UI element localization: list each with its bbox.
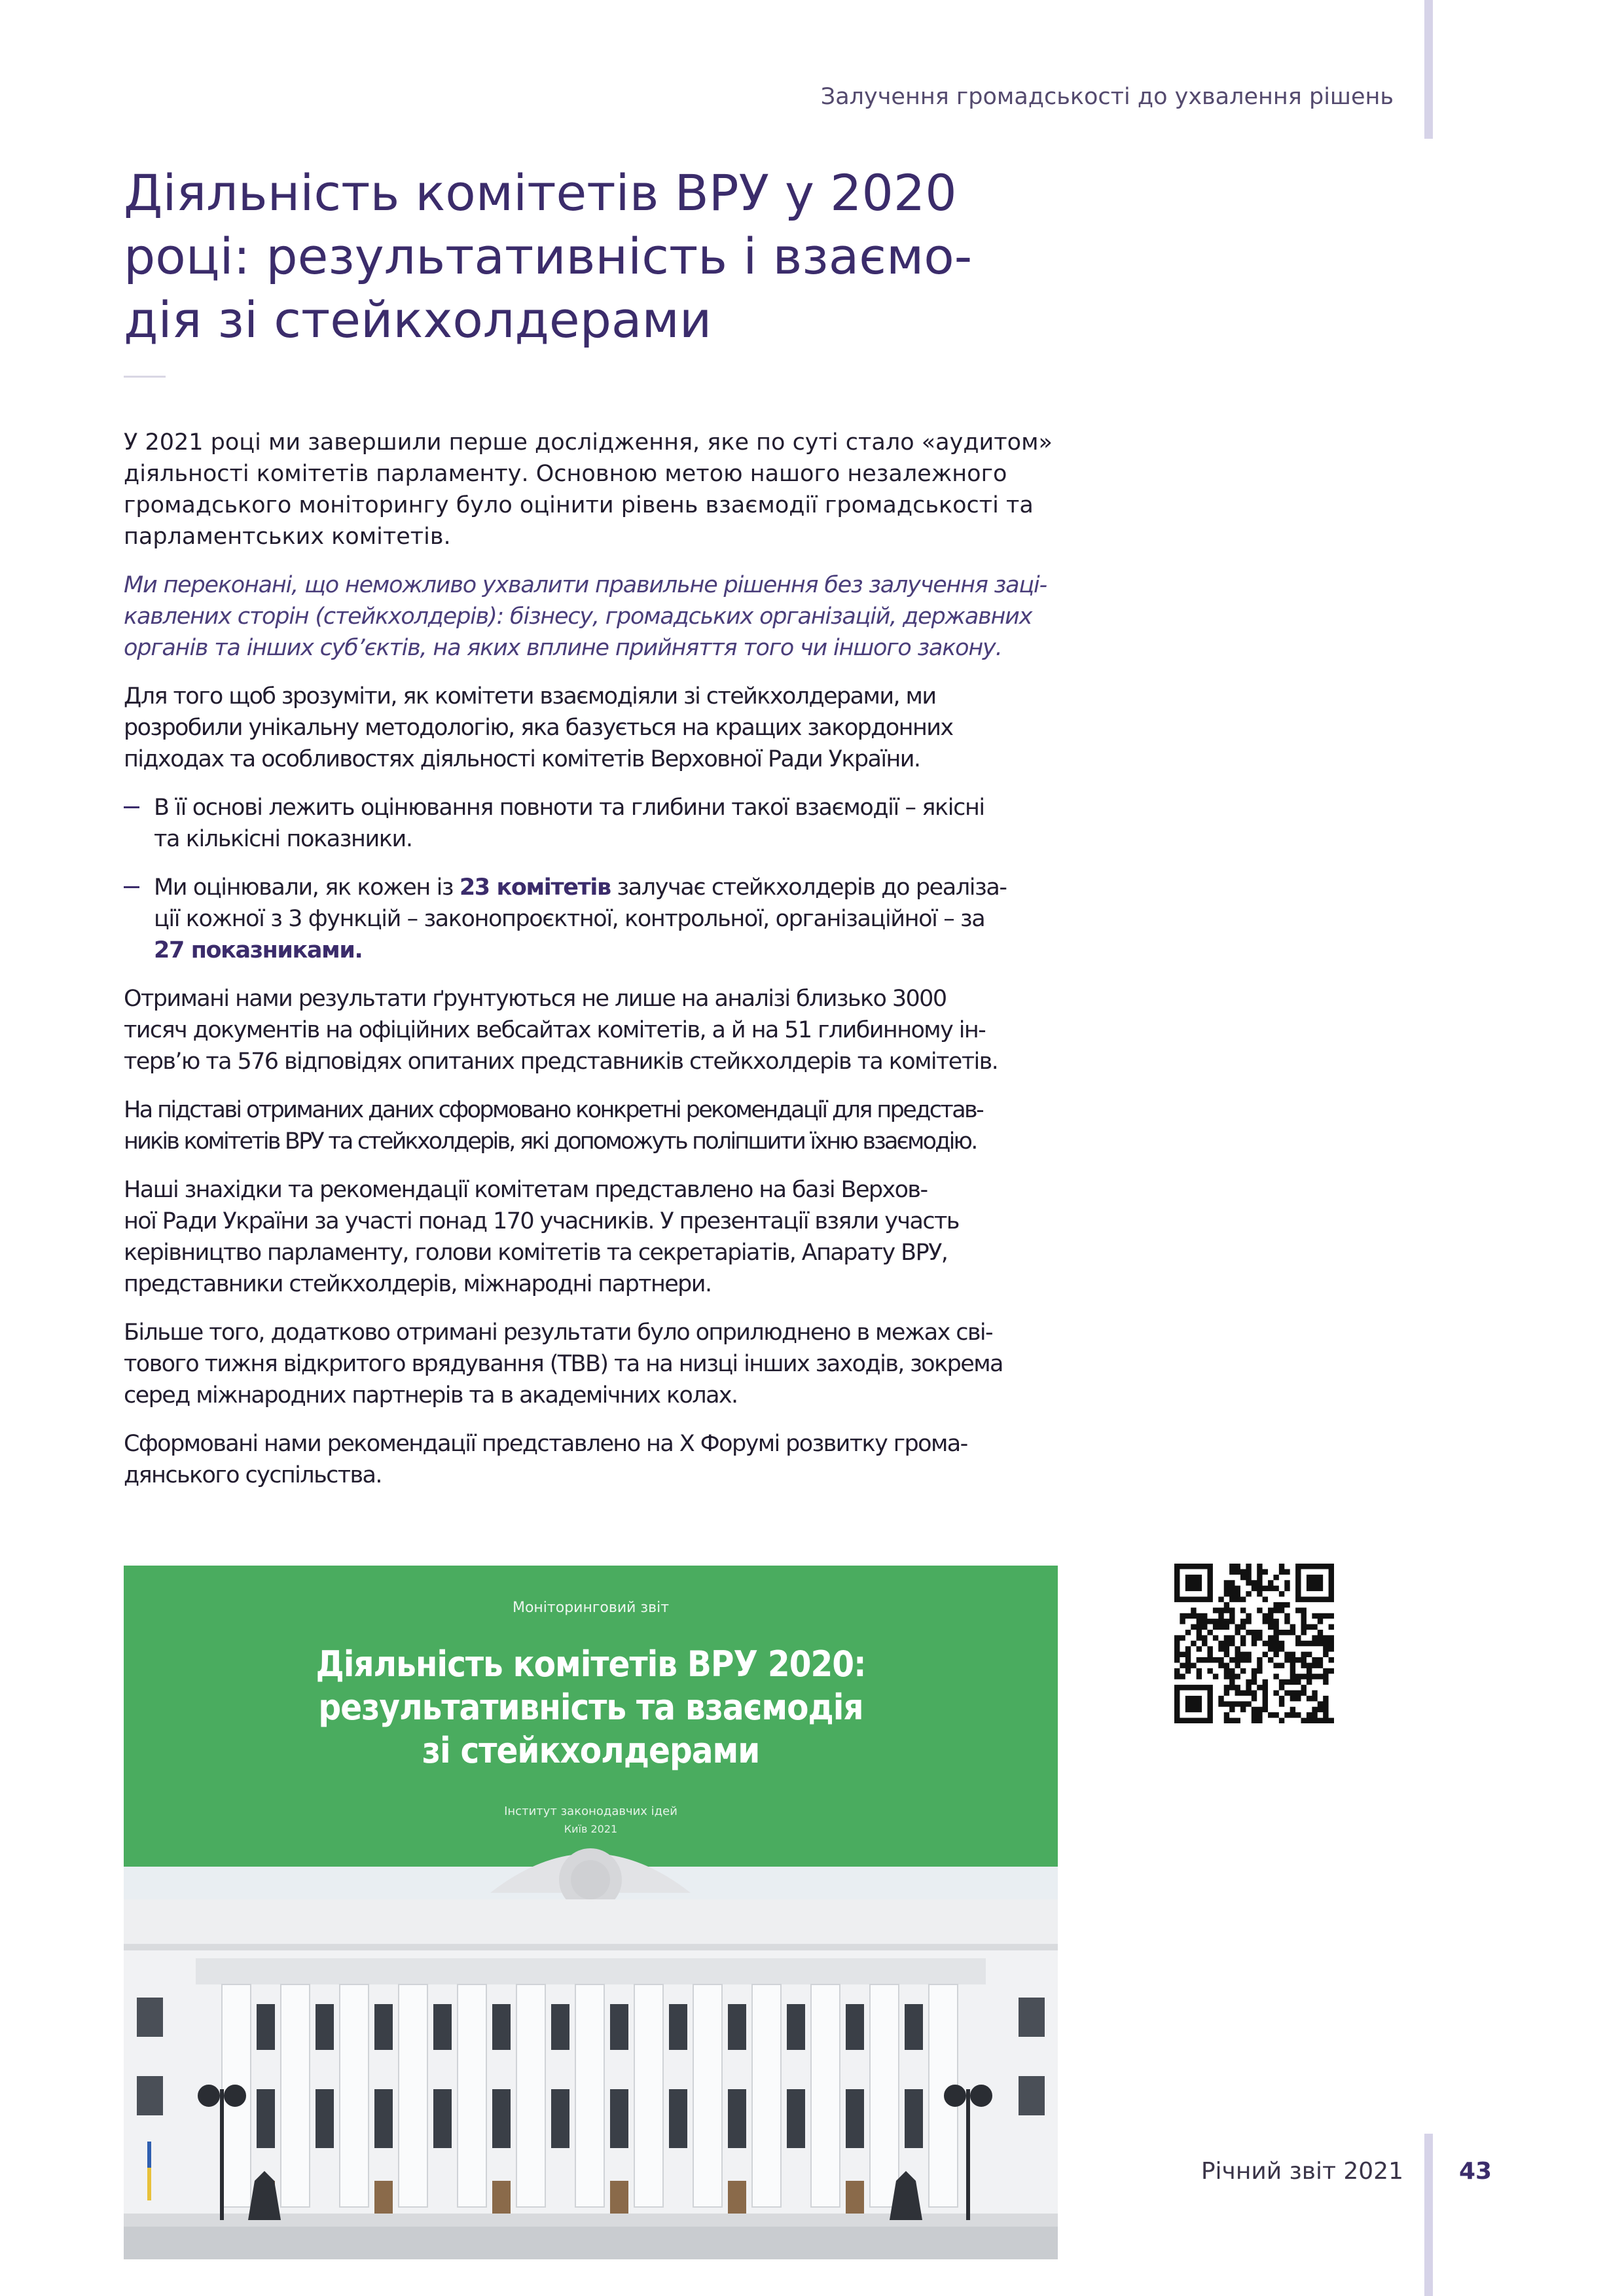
running-header: Залучення громадськості до ухвалення рішень	[820, 84, 1394, 110]
title-divider	[124, 376, 166, 378]
footer-report-label: Річний звіт 2021	[1200, 2158, 1403, 2185]
text-run: Ми оцінювали, як кожен із	[154, 874, 460, 901]
results-paragraph	[124, 983, 1026, 1077]
side-accent-bar-bottom	[1424, 2134, 1433, 2296]
article-body	[124, 427, 1053, 1508]
article-title-line: дія зі стейкхолдерами	[124, 291, 712, 349]
side-accent-bar-top	[1424, 0, 1433, 139]
recommendations-paragraph	[124, 1094, 1026, 1157]
text-line: керівництво парламенту, голови комітетів та секретаріатів, Апарату ВРУ,	[124, 1240, 948, 1266]
publicity-paragraph	[124, 1317, 1026, 1411]
text-line: ції кожної з 3 функцій – законопроєктної, контрольної, організаційної – за	[154, 906, 985, 932]
article-title-line: Діяльність комітетів ВРУ у 2020	[124, 164, 957, 222]
text-line: Ми переконані, що неможливо ухвалити правильне рішення без залучення заці-	[124, 572, 1047, 598]
text-line: ників комітетів ВРУ та стейкхолдерів, які допоможуть поліпшити їхню взаємодію.	[124, 1128, 977, 1155]
text-line: дянського суспільства.	[124, 1462, 382, 1488]
text-line	[154, 935, 1026, 966]
qr-code-graphic	[1174, 1564, 1334, 1723]
dash-bullet-icon	[124, 806, 139, 808]
text-line: На підставі отриманих даних сформовано конкретні рекомендації для представ-	[124, 1097, 983, 1123]
highlight-indicators-count: 27 показниками.	[154, 937, 363, 963]
text-line	[154, 872, 1026, 903]
text-line: діяльності комітетів парламенту. Основною метою нашого незалежного	[124, 461, 1007, 487]
text-line: ної Ради України за участі понад 170 учасників. У презентації взяли участь	[124, 1208, 959, 1234]
report-cover-image[interactable]	[124, 1566, 1058, 2259]
text-line: тового тижня відкритого врядування (ТВВ) та на низці інших заходів, зокрема	[124, 1351, 1003, 1377]
quote-paragraph	[124, 569, 1047, 664]
text-line: Для того щоб зрозуміти, як комітети взаємодіяли зі стейкхолдерами, ми	[124, 683, 936, 709]
text-line: терв’ю та 576 відповідях опитаних представників стейкхолдерів та комітетів.	[124, 1049, 998, 1075]
text-line: тисяч документів на офіційних вебсайтах комітетів, а й на 51 глибинному ін-	[124, 1017, 986, 1043]
text-line: У 2021 році ми завершили перше дослідження, яке по суті стало «аудитом»	[124, 429, 1053, 456]
method-paragraph	[124, 681, 1026, 775]
presentation-paragraph	[124, 1174, 1026, 1300]
text-line: та кількісні показники.	[154, 826, 412, 852]
page-number: 43	[1459, 2158, 1492, 2185]
text-line: представники стейкхолдерів, міжнародні партнери.	[124, 1271, 712, 1297]
cover-eyebrow: Моніторинговий звіт	[512, 1600, 670, 1616]
text-line: Наші знахідки та рекомендації комітетам представлено на базі Верхов-	[124, 1177, 928, 1203]
cover-title-line: зі стейкхолдерами	[422, 1730, 760, 1771]
cover-title	[124, 1643, 1058, 1772]
text-line: серед міжнародних партнерів та в академічних колах.	[124, 1382, 738, 1408]
text-line: розробили унікальну методологію, яка базується на кращих закордонних	[124, 715, 953, 741]
text-line: громадського моніторингу було оцінити рівень взаємодії громадськості та	[124, 492, 1034, 518]
highlight-committees-count: 23 комітетів	[459, 874, 611, 901]
text-line: В її основі лежить оцінювання повноти та глибини такої взаємодії – якісні	[154, 795, 984, 821]
cover-date: Київ 2021	[564, 1823, 618, 1835]
dash-bullet-icon	[124, 886, 139, 888]
cover-organization: Інститут законодавчих ідей	[504, 1804, 677, 1818]
text-line: органів та інших суб’єктів, на яких вплине прийняття того чи іншого закону.	[124, 635, 1002, 661]
text-line: Сформовані нами рекомендації представлено на Х Форумі розвитку грома-	[124, 1431, 967, 1457]
cover-title-line: Діяльність комітетів ВРУ 2020:	[316, 1643, 866, 1685]
text-line: підходах та особливостях діяльності комітетів Верховної Ради України.	[124, 746, 920, 772]
bullet-item	[124, 872, 1026, 966]
bullet-item	[124, 792, 1026, 855]
cover-title-line: результативність та взаємодія	[318, 1687, 863, 1728]
text-line: Більше того, додатково отримані результати було оприлюднено в межах сві-	[124, 1319, 993, 1346]
text-line: Отримані нами результати ґрунтуються не лише на аналізі близько 3000	[124, 986, 947, 1012]
article-title-line: році: результативність і взаємо-	[124, 227, 973, 285]
intro-paragraph	[124, 427, 1053, 552]
text-line: кавлених сторін (стейкхолдерів): бізнесу, громадських організацій, державних	[124, 603, 1032, 630]
qr-code-icon[interactable]	[1174, 1564, 1334, 1723]
text-line: парламентських комітетів.	[124, 524, 451, 550]
text-run: залучає стейкхолдерів до реаліза-	[610, 874, 1007, 901]
forum-paragraph	[124, 1428, 1026, 1491]
article-title	[124, 161, 1027, 351]
